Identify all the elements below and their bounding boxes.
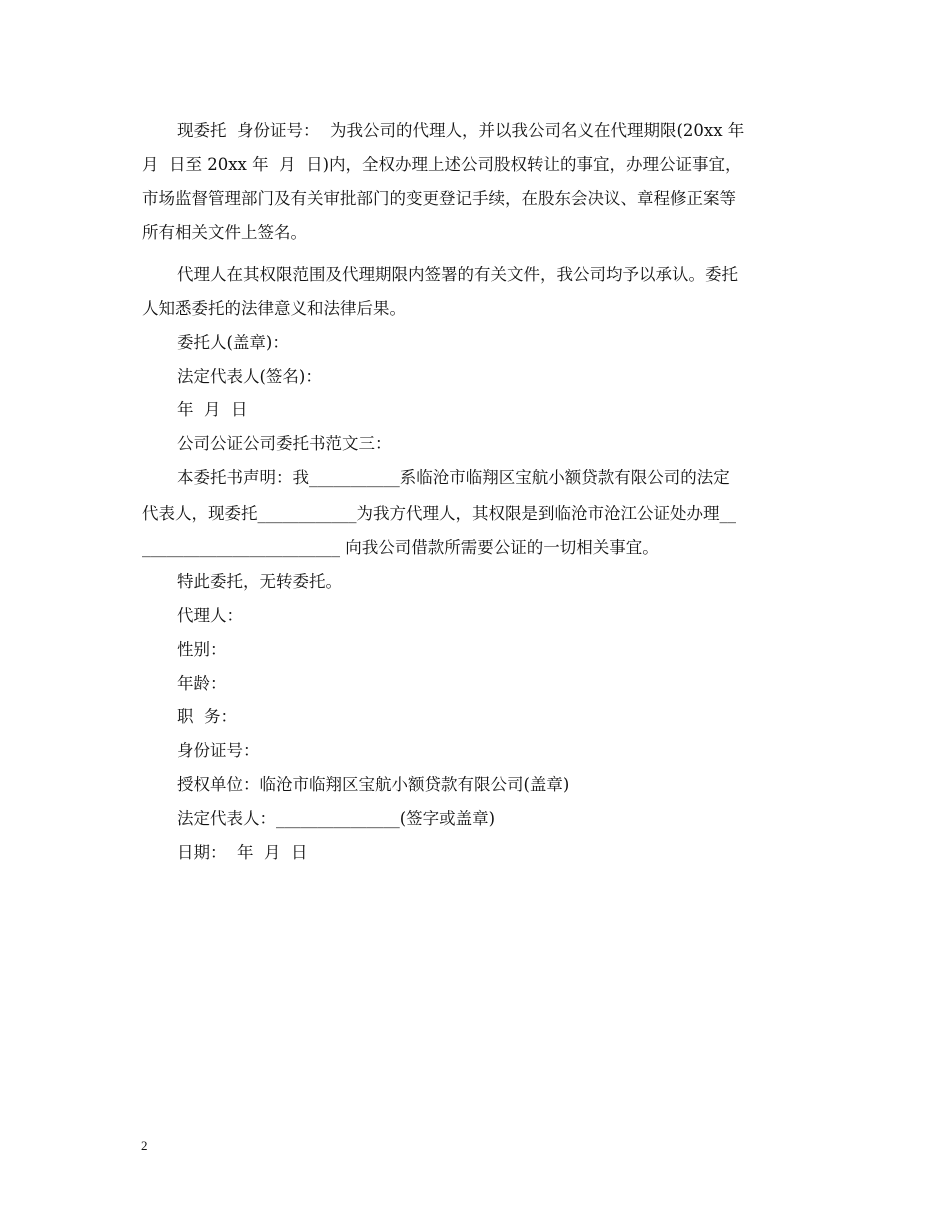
entrusting-party-line: 委托人(盖章)： (177, 333, 289, 352)
field-age: 年龄： (177, 674, 227, 693)
paragraph1-line-1: 现委托 身份证号： 为我公司的代理人，并以我公司名义在代理期限(20xx 年 (177, 121, 745, 140)
field-agent: 代理人： (177, 606, 243, 625)
page-number: 2 (141, 1138, 148, 1153)
paragraph3-line-1: 本委托书声明：我___________系临沧市临翔区宝航小额贷款有限公司的法定 (177, 468, 730, 487)
paragraph1-line-4: 所有相关文件上签名。 (142, 223, 307, 242)
paragraph1-line-2: 月 日至 20xx 年 月 日)内，全权办理上述公司股权转让的事宜，办理公证事宜， (142, 155, 742, 174)
field-id-number: 身份证号： (177, 741, 260, 760)
paragraph3-line-2: 代表人，现委托____________为我方代理人，其权限是到临沧市沧江公证处办理__ (142, 504, 736, 523)
field-authorizing-unit: 授权单位：临沧市临翔区宝航小额贷款有限公司(盖章) (177, 775, 570, 794)
paragraph2-line-1: 代理人在其权限范围及代理期限内签署的有关文件，我公司均予以承认。委托 (177, 265, 738, 284)
legal-rep-sign-line: 法定代表人(签名)： (177, 367, 322, 386)
closing-line: 特此委托，无转委托。 (177, 572, 342, 591)
field-legal-representative: 法定代表人：_______________(签字或盖章) (177, 809, 496, 828)
field-position: 职 务： (177, 707, 237, 726)
date-line: 年 月 日 (177, 400, 248, 419)
paragraph2-line-2: 人知悉委托的法律意义和法律后果。 (142, 299, 406, 318)
paragraph1-line-3: 市场监督管理部门及有关审批部门的变更登记手续，在股东会决议、章程修正案等 (142, 189, 736, 208)
field-gender: 性别： (177, 640, 227, 659)
section-title: 公司公证公司委托书范文三： (177, 434, 392, 453)
field-date: 日期： 年 月 日 (177, 843, 308, 862)
paragraph3-line-3: ________________________ 向我公司借款所需要公证的一切相关事宜。 (142, 538, 659, 557)
